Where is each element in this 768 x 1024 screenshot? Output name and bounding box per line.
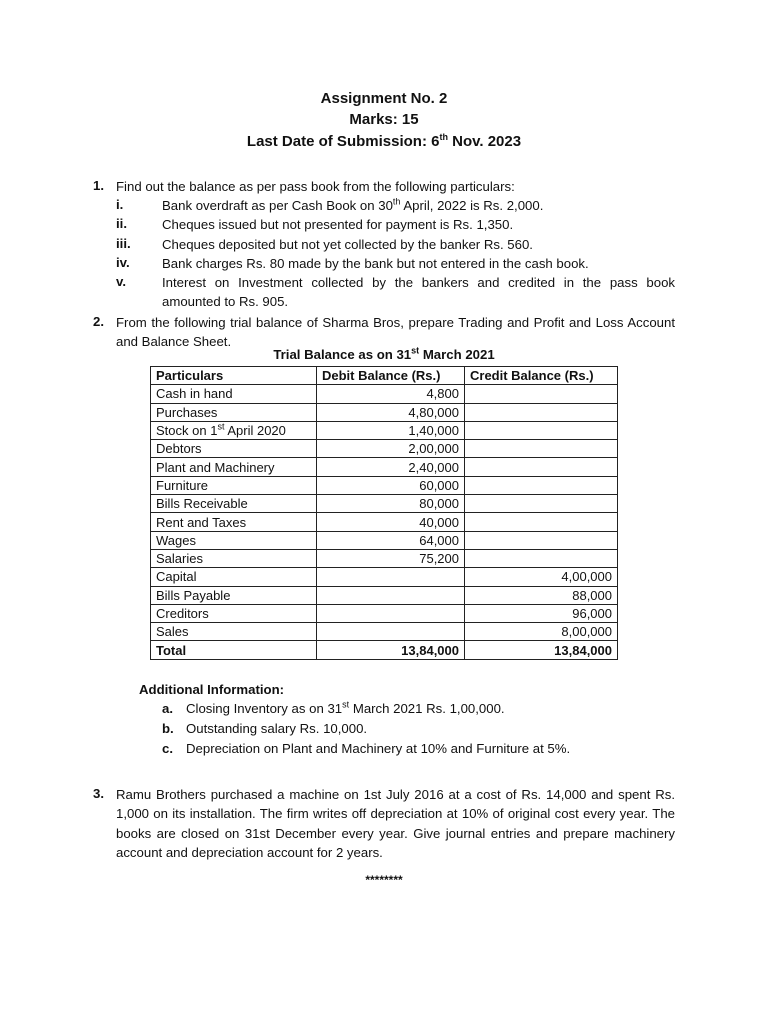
question-1-number: 1. xyxy=(93,178,104,193)
cell-credit xyxy=(465,476,618,494)
cell-debit xyxy=(317,586,465,604)
table-row xyxy=(151,531,618,549)
cell-credit xyxy=(465,549,618,567)
table-row xyxy=(151,568,618,586)
q1-item: Cheques deposited but not yet collected by the banker Rs. 560. xyxy=(162,237,533,252)
cell-particular: Cash in hand xyxy=(151,385,317,403)
cell-particular: Salaries xyxy=(151,549,317,567)
cell-debit: 2,40,000 xyxy=(317,458,465,476)
table-row xyxy=(151,421,618,439)
question-2-text: From the following trial balance of Sharma Bros, prepare Trading and Profit and Loss Account and Balance Sheet. xyxy=(116,315,675,350)
cell-particular: Purchases xyxy=(151,403,317,421)
table-row xyxy=(151,549,618,567)
cell-debit: 60,000 xyxy=(317,476,465,494)
cell-credit: 8,00,000 xyxy=(465,623,618,641)
cell-debit: 64,000 xyxy=(317,531,465,549)
q1-item-number: ii. xyxy=(116,216,127,231)
cell-particular: Creditors xyxy=(151,604,317,622)
q1-item-number: iii. xyxy=(116,236,131,251)
additional-item-number: c. xyxy=(162,741,173,756)
cell-debit: 1,40,000 xyxy=(317,421,465,439)
cell-credit xyxy=(465,458,618,476)
cell-particular: Bills Payable xyxy=(151,586,317,604)
column-header-particulars: Particulars xyxy=(151,367,317,385)
cell-debit xyxy=(317,568,465,586)
assignment-title: Assignment No. 2 xyxy=(320,90,448,107)
cell-particular: Wages xyxy=(151,531,317,549)
table-total-row xyxy=(151,641,618,659)
column-header-debit: Debit Balance (Rs.) xyxy=(317,367,465,385)
table-row xyxy=(151,586,618,604)
cell-particular: Furniture xyxy=(151,476,317,494)
table-row xyxy=(151,476,618,494)
additional-information-heading: Additional Information: xyxy=(139,682,285,697)
cell-total-debit: 13,84,000 xyxy=(317,641,465,659)
cell-particular: Capital xyxy=(151,568,317,586)
table-row xyxy=(151,458,618,476)
cell-credit: 88,000 xyxy=(465,586,618,604)
q1-item: Cheques issued but not presented for payment is Rs. 1,350. xyxy=(162,217,514,232)
cell-particular: Stock on 1st April 2020 xyxy=(151,421,317,439)
table-row xyxy=(151,604,618,622)
additional-item: Depreciation on Plant and Machinery at 10% and Furniture at 5%. xyxy=(186,741,571,756)
cell-total-credit: 13,84,000 xyxy=(465,641,618,659)
cell-debit xyxy=(317,604,465,622)
q1-item-number: i. xyxy=(116,197,124,212)
column-header-credit: Credit Balance (Rs.) xyxy=(465,367,618,385)
cell-particular: Sales xyxy=(151,623,317,641)
question-1-text: Find out the balance as per pass book from the following particulars: xyxy=(116,179,515,194)
cell-credit xyxy=(465,531,618,549)
q1-item-number: v. xyxy=(116,274,127,289)
question-3-number: 3. xyxy=(93,786,104,801)
cell-credit xyxy=(465,440,618,458)
cell-credit: 96,000 xyxy=(465,604,618,622)
table-header-row xyxy=(151,367,618,385)
marks: Marks: 15 xyxy=(349,111,419,128)
cell-debit: 2,00,000 xyxy=(317,440,465,458)
cell-particular: Bills Receivable xyxy=(151,495,317,513)
additional-item-number: a. xyxy=(162,701,173,716)
cell-debit: 4,800 xyxy=(317,385,465,403)
trial-balance-table xyxy=(150,366,618,660)
table-row xyxy=(151,403,618,421)
table-row xyxy=(151,495,618,513)
trial-balance-title: Trial Balance as on 31st March 2021 xyxy=(273,345,495,362)
question-3-text: Ramu Brothers purchased a machine on 1st July 2016 at a cost of Rs. 14,000 and spent Rs. 1,000 on its installation. The firm writes off depreciation at 10% of original cost every year. The books are closed on 31st December every year. Give journal entries and prepare machinery account and depreciation account for 2 years. xyxy=(116,787,675,860)
end-marker: ******** xyxy=(365,873,403,887)
cell-debit: 4,80,000 xyxy=(317,403,465,421)
table-row xyxy=(151,440,618,458)
cell-particular: Plant and Machinery xyxy=(151,458,317,476)
cell-debit xyxy=(317,623,465,641)
table-row xyxy=(151,623,618,641)
cell-particular: Rent and Taxes xyxy=(151,513,317,531)
q1-item: Bank overdraft as per Cash Book on 30th April, 2022 is Rs. 2,000. xyxy=(162,196,544,213)
last-date: Last Date of Submission: 6th Nov. 2023 xyxy=(246,132,522,150)
cell-debit: 80,000 xyxy=(317,495,465,513)
cell-total-label: Total xyxy=(151,641,317,659)
cell-credit xyxy=(465,513,618,531)
additional-item-number: b. xyxy=(162,721,174,736)
cell-credit xyxy=(465,385,618,403)
cell-particular: Debtors xyxy=(151,440,317,458)
cell-debit: 40,000 xyxy=(317,513,465,531)
q1-item-number: iv. xyxy=(116,255,130,270)
cell-credit xyxy=(465,421,618,439)
cell-credit: 4,00,000 xyxy=(465,568,618,586)
cell-credit xyxy=(465,495,618,513)
question-2-number: 2. xyxy=(93,314,104,329)
q1-item: Bank charges Rs. 80 made by the bank but not entered in the cash book. xyxy=(162,256,589,271)
additional-item: Outstanding salary Rs. 10,000. xyxy=(186,721,368,736)
table-row xyxy=(151,385,618,403)
cell-debit: 75,200 xyxy=(317,549,465,567)
table-row xyxy=(151,513,618,531)
cell-credit xyxy=(465,403,618,421)
q1-item: Interest on Investment collected by the bankers and credited in the pass book amounted to Rs. 905. xyxy=(162,275,675,310)
additional-item: Closing Inventory as on 31st March 2021 Rs. 1,00,000. xyxy=(186,699,505,716)
